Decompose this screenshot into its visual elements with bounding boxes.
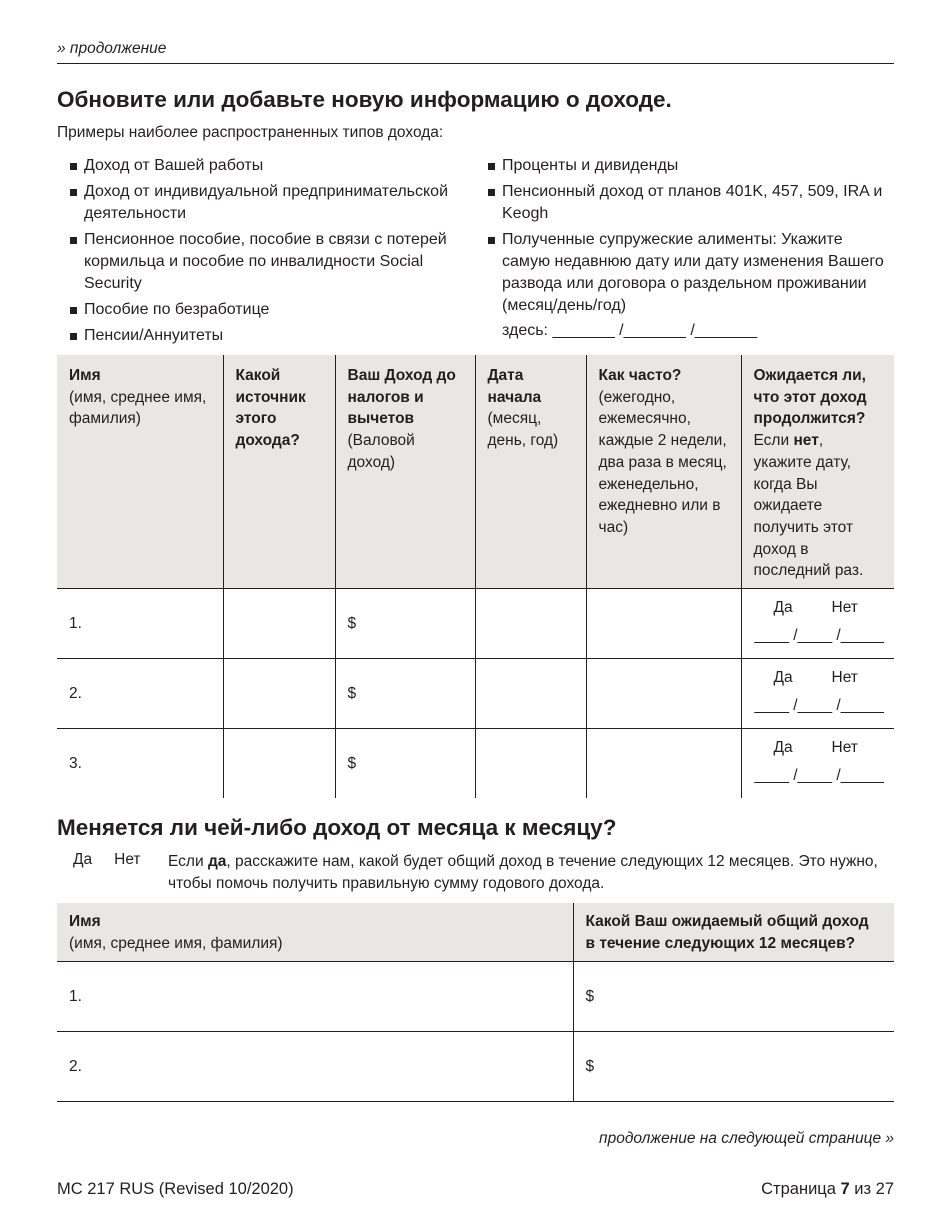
header-expected-income [573, 903, 894, 962]
instructions-text-2: , расскажите нам, какой будет общий доход в течение следующих 12 месяцев. Это нужно, чтобы помочь получить правильную сумму годового дохода. [168, 853, 878, 892]
source-cell[interactable] [223, 659, 335, 729]
row-number: 3. [57, 729, 223, 799]
frequency-cell[interactable] [586, 729, 741, 799]
no-option[interactable]: Нет [831, 739, 858, 757]
header-continue-no: нет [793, 432, 819, 450]
expected-income-table [57, 903, 894, 1102]
gross-income-cell[interactable]: $ [335, 589, 475, 659]
page-current: 7 [840, 1180, 850, 1198]
list-item: Полученные супружеские алименты: Укажите самую недавнюю дату или дату изменения Вашего развода или договора о раздельном проживании (месяц/день/год) [475, 229, 895, 317]
header-source-title: Какой источник этого дохода? [235, 367, 306, 450]
form-id: MC 217 RUS (Revised 10/2020) [57, 1180, 294, 1198]
continuation-label: » продолжение [57, 40, 167, 57]
no-option[interactable]: Нет [831, 599, 858, 617]
header-name-note: (имя, среднее имя, фамилия) [69, 388, 207, 428]
header-continue-text-2: , укажите дату, когда Вы ожидаете получить этот доход в последний раз. [753, 432, 864, 580]
header-frequency [586, 355, 741, 589]
source-cell[interactable] [223, 589, 335, 659]
header-name [57, 903, 573, 962]
header-gross-title: Ваш Доход до налогов и вычетов [347, 367, 456, 428]
expected-income-cell[interactable]: $ [573, 1032, 894, 1102]
last-date-field[interactable]: ____ /____ /_____ [754, 627, 884, 645]
header-frequency-title: Как часто? [598, 367, 682, 384]
income-types-intro: Примеры наиболее распространенных типов дохода: [57, 124, 444, 141]
yes-option[interactable]: Да [773, 669, 793, 687]
monthly-change-instructions [168, 851, 894, 895]
last-date-field[interactable]: ____ /____ /_____ [754, 767, 884, 785]
monthly-change-yes[interactable]: Да [73, 851, 93, 868]
row-number: 1. [57, 589, 223, 659]
instructions-yes: да [207, 853, 227, 870]
expected-income-header [57, 903, 894, 962]
list-item: Доход от Вашей работы [57, 155, 457, 177]
monthly-change-options [73, 851, 163, 869]
header-start-note: (месяц, день, год) [487, 410, 559, 450]
header-gross-income [335, 355, 475, 589]
income-types-list-left [57, 155, 457, 351]
list-item: Доход от индивидуальной предпринимательской деятельности [57, 181, 457, 225]
header-continue [741, 355, 894, 589]
header-start-date [475, 355, 586, 589]
frequency-cell[interactable] [586, 659, 741, 729]
row-number: 2. [57, 1032, 573, 1102]
table-row [57, 1032, 894, 1102]
header-name [57, 355, 223, 589]
list-item: Пособие по безработице [57, 299, 457, 321]
section-title-income: Обновите или добавьте новую информацию о доходе. [57, 87, 672, 112]
income-types-list-right [475, 155, 895, 321]
frequency-cell[interactable] [586, 589, 741, 659]
table-row [57, 729, 894, 799]
yes-option[interactable]: Да [773, 599, 793, 617]
table-row [57, 962, 894, 1032]
start-date-cell[interactable] [475, 729, 586, 799]
page-number [761, 1180, 894, 1199]
gross-income-cell[interactable]: $ [335, 729, 475, 799]
table-row [57, 659, 894, 729]
monthly-change-no[interactable]: Нет [114, 851, 141, 868]
instructions-text: Если [168, 853, 208, 870]
expected-income-cell[interactable]: $ [573, 962, 894, 1032]
no-option[interactable]: Нет [831, 669, 858, 687]
page-prefix: Страница [761, 1180, 841, 1198]
table-row [57, 589, 894, 659]
income-table-header [57, 355, 894, 589]
header-gross-note: (Валовой доход) [347, 432, 415, 471]
header-source [223, 355, 335, 589]
continue-cell [741, 589, 894, 659]
continue-cell [741, 729, 894, 799]
start-date-cell[interactable] [475, 659, 586, 729]
header-name-title: Имя [69, 367, 101, 384]
list-item: Пенсионный доход от планов 401K, 457, 509, IRA и Keogh [475, 181, 895, 225]
continue-cell [741, 659, 894, 729]
row-number: 2. [57, 659, 223, 729]
header-expected-title: Какой Ваш ожидаемый общий доход в течение следующих 12 месяцев? [585, 913, 869, 952]
list-item: Проценты и дивиденды [475, 155, 895, 177]
header-name-note: (имя, среднее имя, фамилия) [69, 935, 283, 952]
page-total: 27 [875, 1180, 894, 1198]
top-divider [57, 63, 894, 64]
continued-next-page: продолжение на следующей странице » [599, 1130, 894, 1147]
row-number: 1. [57, 962, 573, 1032]
header-continue-text: Если [753, 432, 794, 450]
list-item: Пенсионное пособие, пособие в связи с потерей кормильца и пособие по инвалидности Social Security [57, 229, 457, 295]
start-date-cell[interactable] [475, 589, 586, 659]
income-table [57, 355, 894, 798]
source-cell[interactable] [223, 729, 335, 799]
list-item: Пенсии/Аннуитеты [57, 325, 457, 347]
header-frequency-note: (ежегодно, ежемесячно, каждые 2 недели, два раза в месяц, еженедельно, ежедневно или в час) [598, 388, 727, 536]
header-continue-title: Ожидается ли, что этот доход продолжится? [753, 367, 867, 428]
page-mid: из [849, 1180, 876, 1198]
section-title-monthly-change: Меняется ли чей-либо доход от месяца к месяцу? [57, 815, 617, 840]
gross-income-cell[interactable]: $ [335, 659, 475, 729]
last-date-field[interactable]: ____ /____ /_____ [754, 697, 884, 715]
yes-option[interactable]: Да [773, 739, 793, 757]
form-page [57, 0, 894, 1230]
header-name-title: Имя [69, 913, 101, 930]
header-start-title: Дата начала [487, 367, 542, 406]
alimony-date-field[interactable]: здесь: _______ /_______ /_______ [502, 322, 758, 339]
